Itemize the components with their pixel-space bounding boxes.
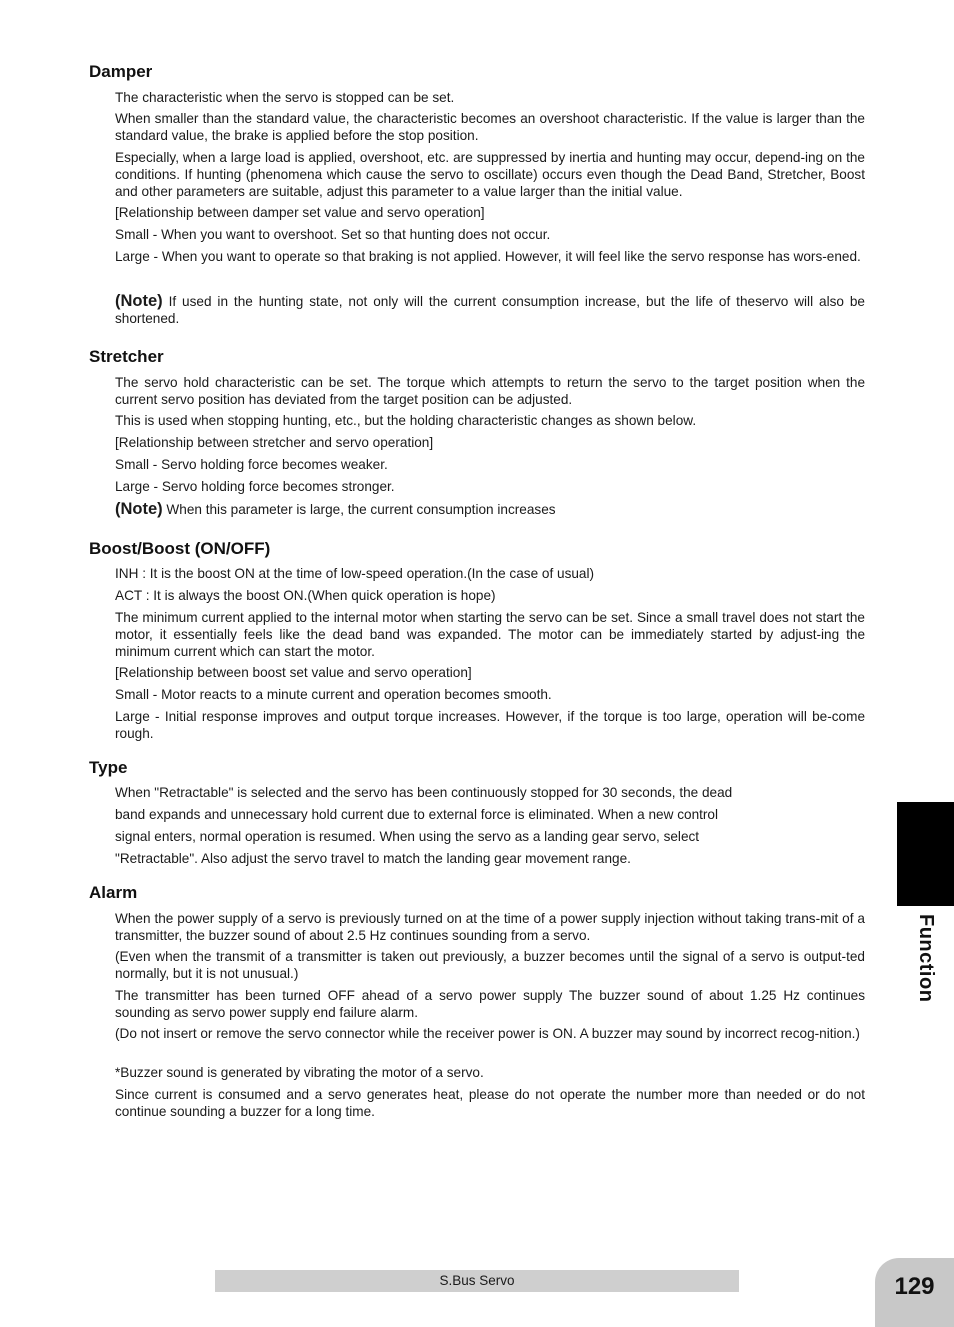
alarm-paragraph-6: Since current is consumed and a servo generates heat, please do not operate the number more than needed or do not continue sounding a buzzer for a long time. bbox=[115, 1087, 865, 1119]
damper-heading: Damper bbox=[89, 62, 153, 81]
stretcher-paragraph-3: [Relationship between stretcher and servo operation] bbox=[115, 435, 434, 450]
footer-title: S.Bus Servo bbox=[215, 1270, 739, 1292]
alarm-heading: Alarm bbox=[89, 883, 138, 902]
damper-paragraph-5: Small - When you want to overshoot. Set so that hunting does not occur. bbox=[115, 227, 551, 242]
type-line-3: signal enters, normal operation is resumed. When using the servo as a landing gear servo, select bbox=[115, 829, 700, 844]
boost-paragraph-5: Small - Motor reacts to a minute current and operation becomes smooth. bbox=[115, 687, 552, 702]
damper-paragraph-4: [Relationship between damper set value and servo operation] bbox=[115, 205, 485, 220]
alarm-paragraph-1: When the power supply of a servo is previously turned on at the time of a power supply injection without taking trans-mit of a transmitter, the buzzer sound of about 2.5 Hz continues sounding from a servo. bbox=[115, 911, 865, 943]
damper-paragraph-3: Especially, when a large load is applied, overshoot, etc. are suppressed by inertia and hunting may occur, depend-ing on the conditions. If hunting (phenomena which cause the servo to oscillate) occurs even though the Dead Band, Stretcher, Boost and other parameters are suitable, adjust this parameter to a value larger than the initial value. bbox=[115, 150, 865, 199]
page-number: 129 bbox=[875, 1258, 954, 1327]
damper-paragraph-2: When smaller than the standard value, the characteristic becomes an overshoot characteristic. If the value is larger than the standard value, the brake is applied before the stop position. bbox=[115, 111, 865, 143]
stretcher-paragraph-5: Large - Servo holding force becomes stronger. bbox=[115, 479, 395, 494]
type-line-4: "Retractable". Also adjust the servo travel to match the landing gear movement range. bbox=[115, 851, 631, 866]
boost-paragraph-4: [Relationship between boost set value and servo operation] bbox=[115, 665, 472, 680]
boost-paragraph-6: Large - Initial response improves and output torque increases. However, if the torque is too large, operation will be-come rough. bbox=[115, 709, 865, 741]
boost-paragraph-3: The minimum current applied to the internal motor when starting the servo can be set. Since a small travel does not start the motor, it essentially feels like the dead band was expanded. The motor can be immediately started by adjust-ing the minimum current which can start the motor. bbox=[115, 610, 865, 659]
damper-note-label: (Note) bbox=[115, 292, 163, 310]
stretcher-heading: Stretcher bbox=[89, 347, 164, 366]
stretcher-note bbox=[115, 501, 865, 519]
type-line-2: band expands and unnecessary hold current due to external force is eliminated. When a new control bbox=[115, 807, 719, 822]
stretcher-note-label: (Note) bbox=[115, 500, 163, 518]
type-line-1: When "Retractable" is selected and the servo has been continuously stopped for 30 seconds, the dead bbox=[115, 785, 733, 800]
boost-paragraph-1: INH : It is the boost ON at the time of low-speed operation.(In the case of usual) bbox=[115, 566, 595, 581]
damper-paragraph-1: The characteristic when the servo is stopped can be set. bbox=[115, 90, 455, 105]
damper-note bbox=[115, 293, 865, 328]
damper-paragraph-6: Large - When you want to operate so that braking is not applied. However, it will feel like the servo response has wors-ened. bbox=[115, 249, 861, 264]
alarm-paragraph-5: *Buzzer sound is generated by vibrating the motor of a servo. bbox=[115, 1065, 484, 1080]
boost-heading: Boost/Boost (ON/OFF) bbox=[89, 539, 271, 558]
alarm-paragraph-3: The transmitter has been turned OFF ahead of a servo power supply The buzzer sound of about 1.25 Hz continues sounding as servo power supply end failure alarm. bbox=[115, 988, 865, 1020]
alarm-paragraph-4: (Do not insert or remove the servo connector while the receiver power is ON. A buzzer may sound by incorrect recog-nition.) bbox=[115, 1026, 860, 1041]
alarm-paragraph-2: (Even when the transmit of a transmitter is taken out previously, a buzzer becomes until the signal of a servo is output-ted normally, but it is not unusual.) bbox=[115, 949, 865, 981]
stretcher-paragraph-2: This is used when stopping hunting, etc., but the holding characteristic changes as shown below. bbox=[115, 413, 697, 428]
type-heading: Type bbox=[89, 758, 128, 777]
section-tab-label: Function bbox=[915, 914, 937, 1003]
boost-paragraph-2: ACT : It is always the boost ON.(When quick operation is hope) bbox=[115, 588, 496, 603]
section-tab-marker bbox=[897, 802, 954, 906]
stretcher-paragraph-4: Small - Servo holding force becomes weaker. bbox=[115, 457, 388, 472]
stretcher-paragraph-1: The servo hold characteristic can be set. The torque which attempts to return the servo to the target position when the current servo position has deviated from the target position can be adjusted. bbox=[115, 375, 865, 407]
damper-note-text: If used in the hunting state, not only will the current consumption increase, but the life of theservo will also be shortened. bbox=[115, 294, 865, 326]
stretcher-note-text: When this parameter is large, the current consumption increases bbox=[162, 502, 556, 517]
